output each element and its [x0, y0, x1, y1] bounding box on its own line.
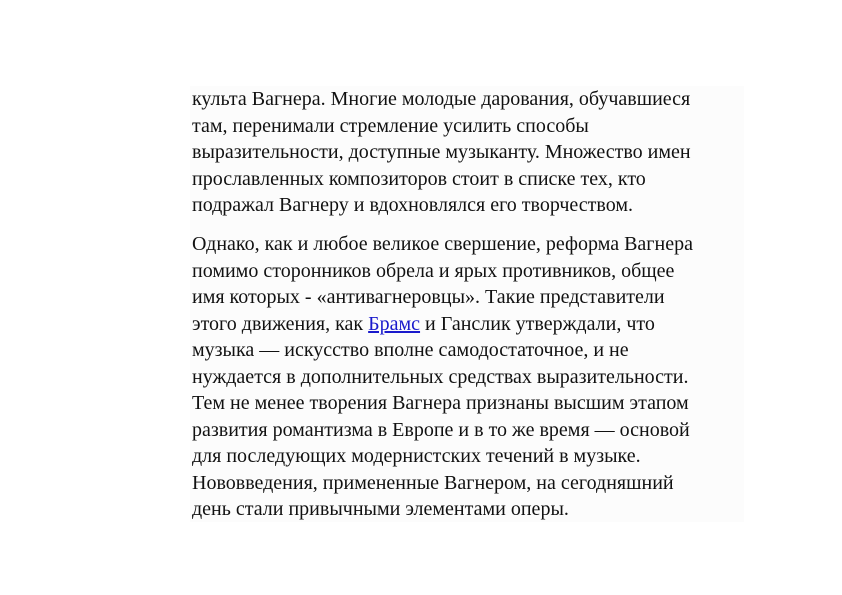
text-line: Тем не менее творения Вагнера признаны высшим этапом — [192, 392, 689, 414]
text-line: развития романтизма в Европе и в то же время — основой — [192, 418, 690, 441]
text-segment: и Ганслик утверждали, что — [420, 312, 655, 335]
text-line: там, перенимали стремление усилить способы — [192, 114, 589, 137]
text-line: подражал Вагнеру и вдохновлялся его творчеством. — [192, 194, 633, 216]
text-line: выразительности, доступные музыканту. Множество имен — [192, 141, 691, 163]
text-line: нуждается в дополнительных средствах выразительности. — [192, 365, 689, 388]
text-line: для последующих модернистских течений в музыке. — [192, 445, 641, 467]
paragraph-2 — [190, 231, 693, 523]
text-line: имя которых - «антивагнеровцы». Такие представители — [192, 286, 665, 308]
text-line-with-link — [192, 311, 693, 338]
text-line: Нововведения, примененные Вагнером, на сегодняшний — [192, 471, 674, 494]
text-line: помимо сторонников обрела и ярых противников, общее — [192, 259, 675, 282]
text-line: культа Вагнера. Многие молодые дарования, обучавшиеся — [192, 88, 691, 110]
text-line: Однако, как и любое великое свершение, реформа Вагнера — [192, 233, 693, 255]
text-line: музыка — искусство вполне самодостаточное, и не — [192, 339, 629, 361]
brahms-link[interactable]: Брамс — [368, 312, 421, 335]
text-line: прославленных композиторов стоит в списке тех, кто — [192, 167, 646, 190]
text-block — [190, 86, 744, 522]
text-segment: этого движения, как — [192, 312, 369, 335]
text-line: день стали привычными элементами оперы. — [192, 498, 569, 520]
paragraph-1 — [190, 86, 691, 219]
